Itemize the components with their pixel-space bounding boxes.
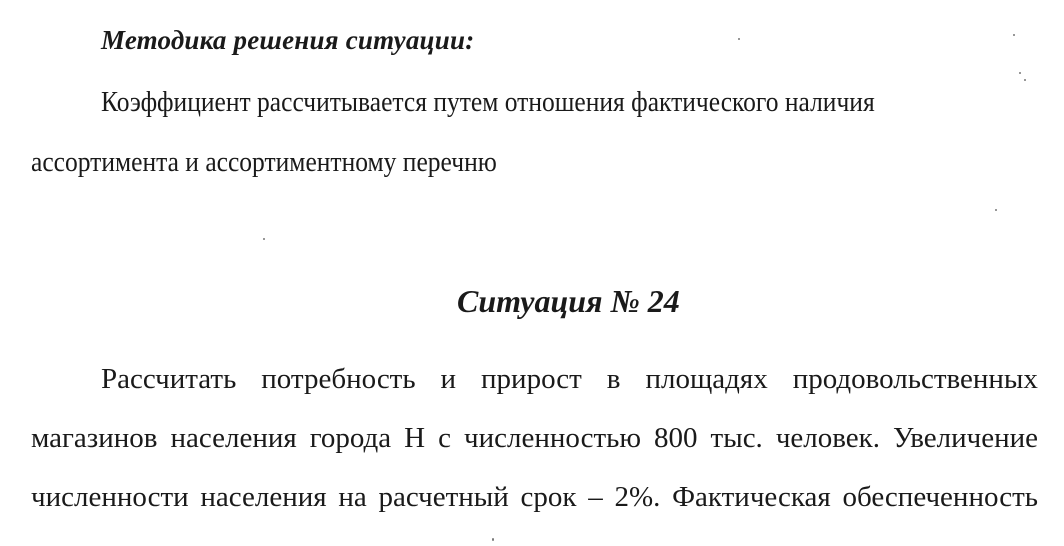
word: в — [606, 363, 621, 395]
word: срок — [520, 481, 577, 513]
word: магазинов — [31, 422, 158, 454]
word: потребность — [261, 363, 416, 395]
scan-speck — [263, 238, 265, 240]
scan-speck — [1019, 72, 1021, 74]
word: Увеличение — [892, 422, 1038, 454]
word: населения — [200, 481, 327, 513]
word: площадях — [645, 363, 768, 395]
word: населения — [170, 422, 297, 454]
word: Фактическая — [672, 481, 831, 513]
word: прирост — [481, 363, 582, 395]
scan-speck — [492, 538, 494, 541]
word: Рассчитать — [101, 363, 237, 395]
word: на — [338, 481, 367, 513]
word: тыс. — [710, 422, 763, 454]
word: – — [588, 481, 603, 513]
word: Н — [404, 422, 426, 454]
word: расчетный — [378, 481, 509, 513]
paragraph-1-line-2: ассортимента и ассортиментному перечню — [31, 146, 497, 178]
scan-speck — [1013, 34, 1015, 36]
paragraph-1-line-1: Коэффициент рассчитывается путем отношения фактического наличия — [101, 86, 875, 118]
paragraph-2-line-2 — [31, 424, 1038, 453]
paragraph-2-line-3 — [31, 483, 1038, 512]
word: человек. — [775, 422, 880, 454]
scan-speck — [1024, 79, 1026, 81]
word: численностью — [464, 422, 642, 454]
method-heading: Методика решения ситуации: — [101, 25, 475, 55]
word: численности — [31, 481, 189, 513]
paragraph-2-line-1 — [101, 365, 1038, 394]
word: города — [309, 422, 392, 454]
word: с — [438, 422, 451, 454]
word: продовольственных — [792, 363, 1038, 395]
scan-speck — [995, 209, 997, 211]
word: 800 — [654, 422, 698, 454]
word: 2%. — [614, 481, 661, 513]
word: обеспеченность — [842, 481, 1038, 513]
situation-title: Ситуация № 24 — [457, 283, 680, 319]
word: и — [440, 363, 457, 395]
scan-speck — [738, 38, 740, 40]
